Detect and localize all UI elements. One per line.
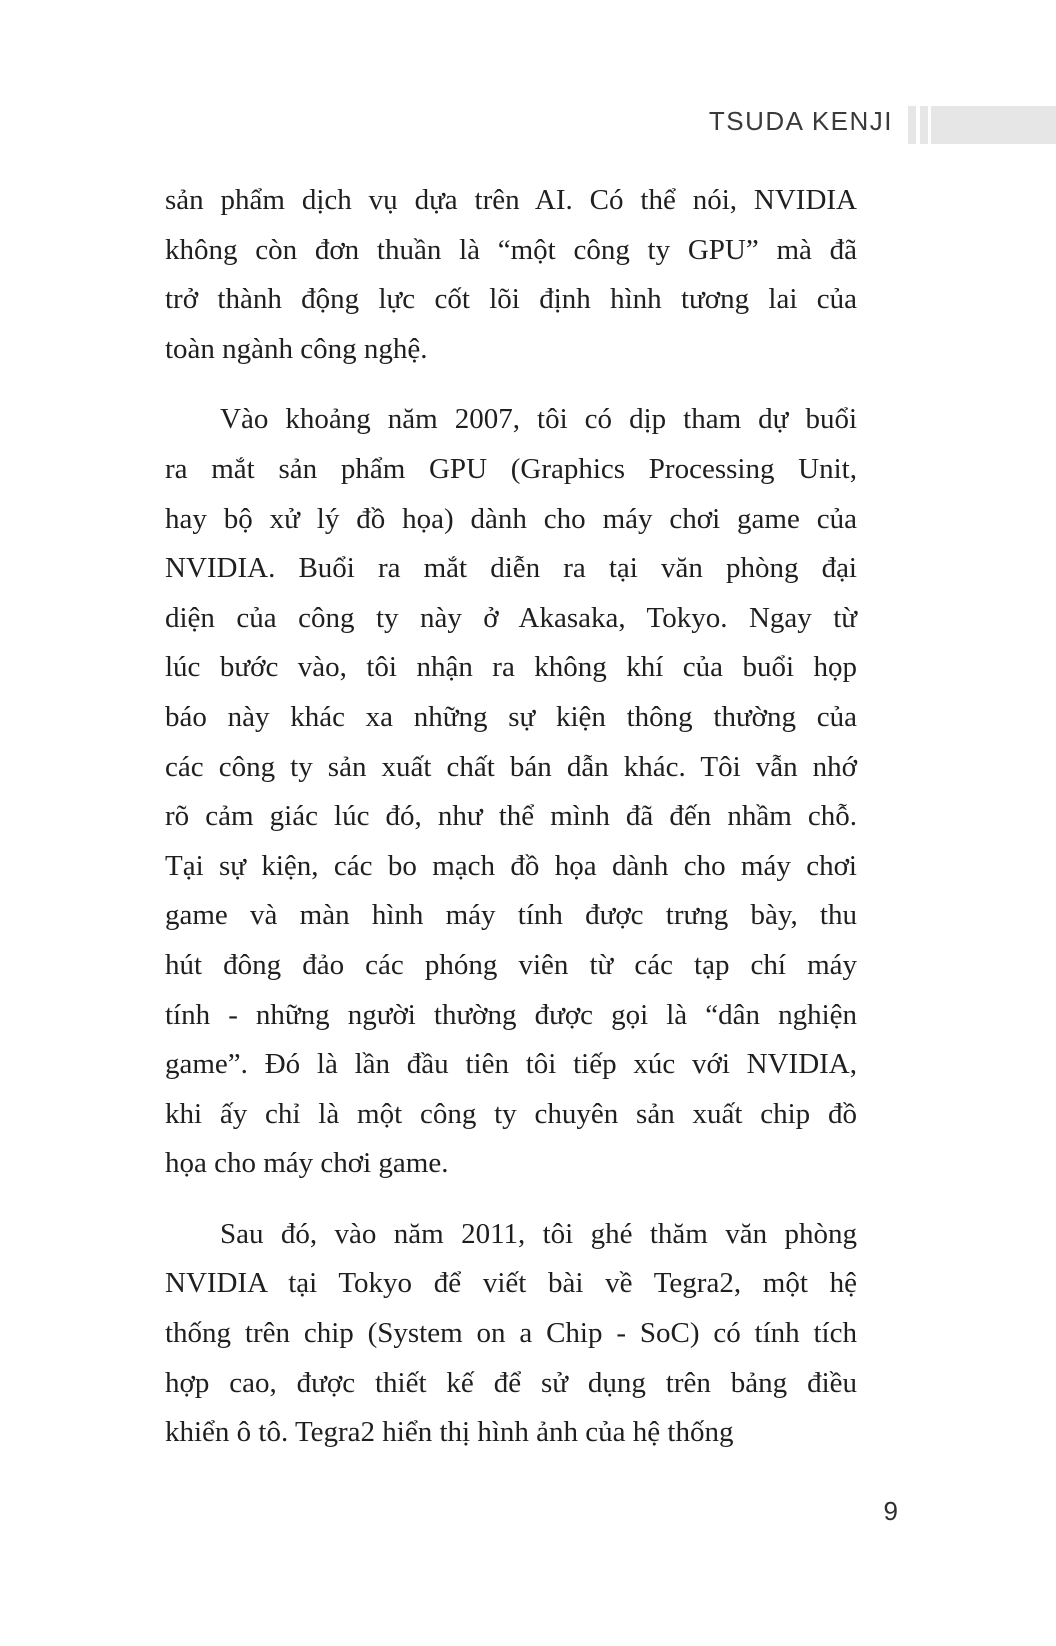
text-line: toàn ngành công nghệ. bbox=[165, 332, 428, 365]
text-line: thống trên chip (System on a Chip - SoC) có tính tích bbox=[165, 1317, 857, 1350]
text-line: Tại sự kiện, các bo mạch đồ họa dành cho máy chơi bbox=[165, 849, 857, 882]
header-rule-thin-1 bbox=[908, 106, 916, 144]
paragraph bbox=[165, 176, 857, 374]
running-header bbox=[0, 104, 1056, 144]
text-line: Vào khoảng năm 2007, tôi có dịp tham dự buổi bbox=[220, 403, 857, 436]
text-line: sản phẩm dịch vụ dựa trên AI. Có thể nói, NVIDIA bbox=[165, 184, 857, 216]
text-line: các công ty sản xuất chất bán dẫn khác. Tôi vẫn nhớ bbox=[165, 750, 857, 783]
text-line: trở thành động lực cốt lõi định hình tương lai của bbox=[165, 283, 857, 316]
text-line: khi ấy chỉ là một công ty chuyên sản xuất chip đồ bbox=[165, 1097, 857, 1130]
text-line: tính - những người thường được gọi là “dân nghiện bbox=[165, 998, 857, 1031]
header-author-name: TSUDA KENJI bbox=[708, 106, 893, 136]
text-line: báo này khác xa những sự kiện thông thường của bbox=[165, 700, 857, 733]
text-line: hợp cao, được thiết kế để sử dụng trên bảng điều bbox=[165, 1366, 857, 1399]
paragraph bbox=[165, 395, 857, 1189]
page-number: 9 bbox=[883, 1496, 898, 1526]
header-rule-thin-2 bbox=[920, 106, 928, 144]
text-line: rõ cảm giác lúc đó, như thể mình đã đến nhầm chỗ. bbox=[165, 800, 857, 833]
text-line: không còn đơn thuần là “một công ty GPU” mà đã bbox=[165, 233, 857, 266]
header-rule-block bbox=[931, 106, 1056, 144]
text-line: game và màn hình máy tính được trưng bày, thu bbox=[165, 899, 857, 932]
text-line: diện của công ty này ở Akasaka, Tokyo. Ngay từ bbox=[165, 601, 857, 634]
text-line: ra mắt sản phẩm GPU (Graphics Processing Unit, bbox=[165, 452, 857, 485]
text-line: Sau đó, vào năm 2011, tôi ghé thăm văn phòng bbox=[220, 1217, 857, 1250]
text-line: NVIDIA. Buổi ra mắt diễn ra tại văn phòng đại bbox=[165, 552, 857, 585]
text-line: hút đông đảo các phóng viên từ các tạp chí máy bbox=[165, 948, 857, 981]
text-line: lúc bước vào, tôi nhận ra không khí của buổi họp bbox=[165, 651, 857, 684]
text-line: game”. Đó là lần đầu tiên tôi tiếp xúc với NVIDIA, bbox=[165, 1048, 857, 1081]
text-line: họa cho máy chơi game. bbox=[165, 1147, 449, 1180]
text-line: khiển ô tô. Tegra2 hiển thị hình ảnh của hệ thống bbox=[165, 1416, 734, 1449]
paragraph bbox=[165, 1210, 857, 1458]
text-line: NVIDIA tại Tokyo để viết bài về Tegra2, một hệ bbox=[165, 1267, 857, 1300]
text-line: hay bộ xử lý đồ họa) dành cho máy chơi game của bbox=[165, 502, 857, 535]
text-column bbox=[165, 176, 857, 1458]
